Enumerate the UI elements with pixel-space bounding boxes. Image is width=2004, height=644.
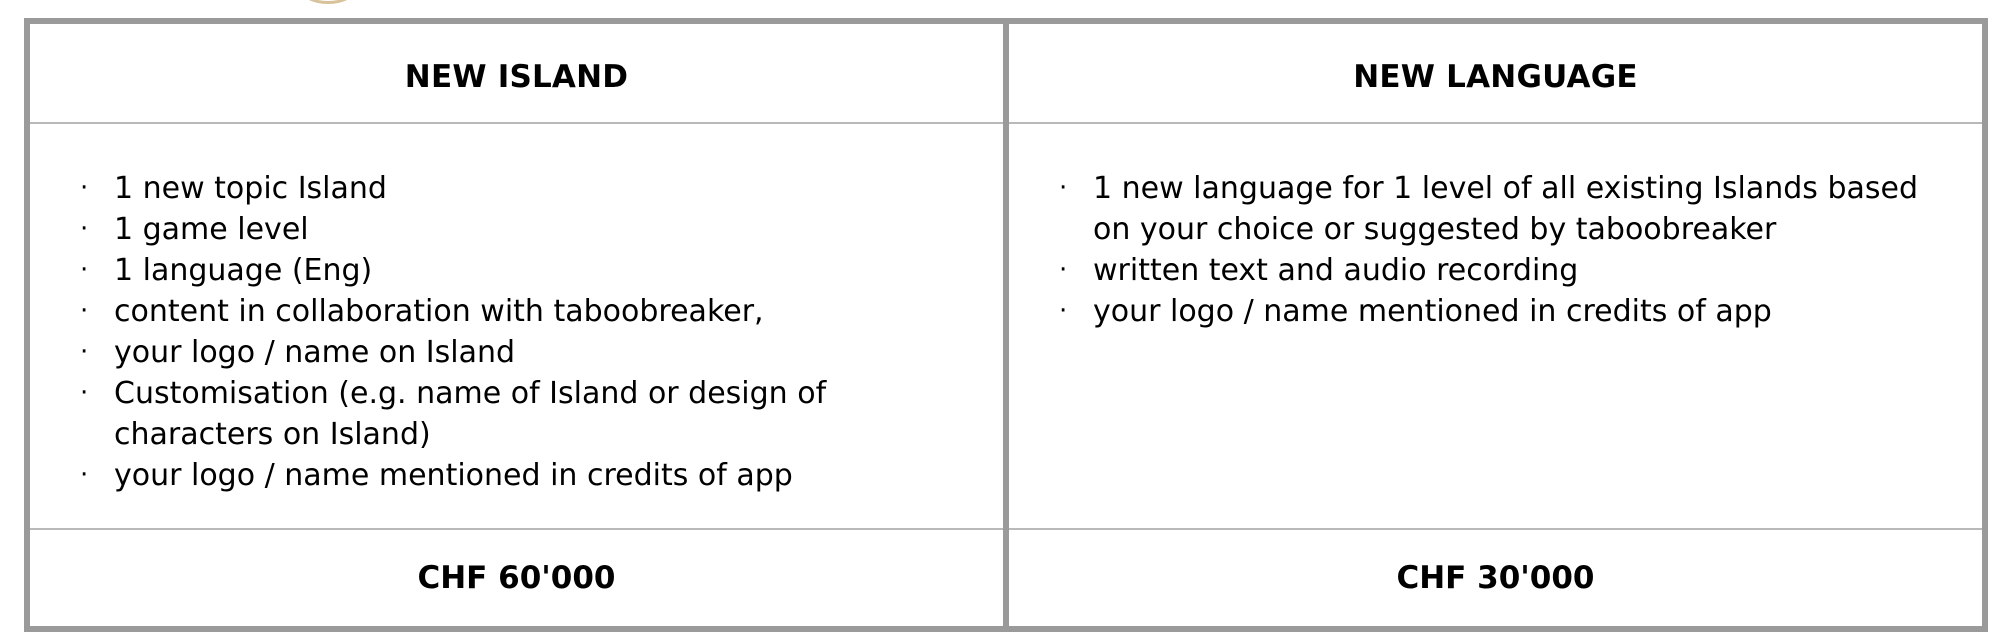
bullet-icon: · — [1059, 296, 1068, 326]
feature-item — [1059, 250, 1942, 291]
package-price: CHF 30'000 — [1396, 560, 1595, 596]
feature-text: 1 language (Eng) — [114, 253, 373, 288]
bullet-icon: · — [80, 214, 89, 244]
bullet-icon: · — [1059, 255, 1068, 285]
feature-text: written text and audio recording — [1093, 253, 1579, 288]
bullet-icon: · — [80, 255, 89, 285]
feature-item — [80, 291, 963, 332]
bullet-icon: · — [80, 378, 89, 408]
package-price: CHF 60'000 — [417, 560, 616, 596]
feature-item — [1059, 291, 1942, 332]
feature-item — [80, 250, 963, 291]
feature-text: your logo / name mentioned in credits of app — [114, 458, 793, 493]
feature-item — [80, 209, 963, 250]
feature-item — [1059, 168, 1942, 250]
package-title: NEW LANGUAGE — [1009, 24, 1982, 124]
pricing-table — [24, 18, 1988, 632]
package-features — [1009, 124, 1982, 530]
package-title: NEW ISLAND — [30, 24, 1003, 124]
feature-text: Customisation (e.g. name of Island or design of — [114, 376, 827, 411]
feature-text: 1 game level — [114, 212, 309, 247]
feature-text: your logo / name on Island — [114, 335, 516, 370]
package-column-new-language — [1009, 24, 1982, 626]
feature-item — [80, 168, 963, 209]
feature-item — [80, 455, 963, 496]
package-features — [30, 124, 1003, 530]
feature-text: 1 new topic Island — [114, 171, 387, 206]
bullet-icon: · — [80, 460, 89, 490]
bullet-icon: · — [80, 296, 89, 326]
feature-list — [1059, 168, 1942, 332]
feature-text: your logo / name mentioned in credits of app — [1093, 294, 1772, 329]
bullet-icon: · — [80, 173, 89, 203]
bullet-icon: · — [1059, 173, 1068, 203]
feature-list — [80, 168, 963, 496]
feature-item — [80, 332, 963, 373]
bullet-icon: · — [80, 337, 89, 367]
feature-item — [80, 373, 963, 455]
logo-fragment — [300, 0, 356, 4]
package-column-new-island — [30, 24, 1003, 626]
feature-text: content in collaboration with taboobreaker, — [114, 294, 764, 329]
feature-text: characters on Island) — [114, 417, 431, 452]
feature-text: on your choice or suggested by taboobreaker — [1093, 212, 1777, 247]
feature-text: 1 new language for 1 level of all existing Islands based — [1093, 171, 1919, 206]
